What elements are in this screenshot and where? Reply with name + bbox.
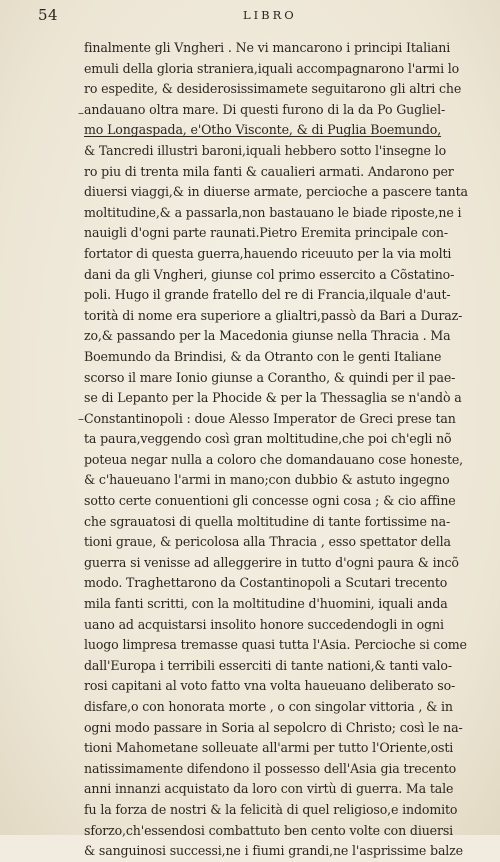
text-line: scorso il mare Ionio giunse a Corantho, & quindi per il pae- xyxy=(84,369,456,385)
text-line: disfare,o con honorata morte , o con singolar vittoria , & in xyxy=(84,699,453,714)
text-line: Constantinopoli : doue Alesso Imperator de Greci prese tan xyxy=(84,410,456,426)
text-line: fu la forza de nostri & la felicità di quel religioso,e indomito xyxy=(84,801,458,817)
text-line: rosi capitani al voto fatto vna volta haueuano deliberato so- xyxy=(84,678,456,694)
body-text xyxy=(84,38,476,862)
text-line: tioni graue, & pericolosa alla Thracia , esso spettator della xyxy=(84,534,451,550)
text-line: ro espedite, & desiderosissimamete seguitarono gli altri che xyxy=(84,81,462,97)
margin-dash-mark: – xyxy=(78,412,84,426)
text-line: & c'haueuano l'armi in mano;con dubbio & astuto ingegno xyxy=(84,472,450,488)
text-line: mila fanti scritti, con la moltitudine d'huomini, iquali anda xyxy=(84,596,448,612)
text-line: se di Lepanto per la Phocide & per la Thessaglia se n'andò a xyxy=(84,390,462,406)
text-line: mo Longaspada, e'Otho Visconte, & di Puglia Boemundo, xyxy=(84,122,442,138)
text-line: anni innanzi acquistato da loro con virtù di guerra. Ma tale xyxy=(84,781,454,797)
text-line: luogo limpresa tremasse quasi tutta l'Asia. Percioche si come xyxy=(84,637,467,653)
text-line: sforzo,ch'essendosi combattuto ben cento volte con diuersi xyxy=(84,822,454,838)
page-number: 54 xyxy=(38,6,59,24)
text-line: dall'Europa i terribili esserciti di tante nationi,& tanti valo- xyxy=(84,657,452,673)
text-line: che sgrauatosi di quella moltitudine di tante fortissime na- xyxy=(84,513,451,529)
text-line: emuli della gloria straniera,iquali accompagnarono l'armi lo xyxy=(84,60,460,76)
text-line: dani da gli Vngheri, giunse col primo essercito a Cõstatino- xyxy=(84,266,455,282)
text-line: finalmente gli Vngheri . Ne vi mancarono i principi Italiani xyxy=(84,40,451,55)
text-line: andauano oltra mare. Di questi furono di la da Po Gugliel- xyxy=(84,101,446,117)
text-line: fortator di questa guerra,hauendo riceuuto per la via molti xyxy=(84,245,452,261)
text-line: guerra si venisse ad alleggerire in tutto d'ogni paura & incõ xyxy=(84,554,459,570)
text-line: torità di nome era superiore a glialtri,passò da Bari a Duraz- xyxy=(84,307,463,323)
page-header xyxy=(38,6,470,24)
text-line: natissimamente difendono il possesso dell'Asia gia trecento xyxy=(84,760,457,776)
text-line: zo,& passando per la Macedonia giunse nella Thracia . Ma xyxy=(84,328,451,344)
text-line: diuersi viaggi,& in diuerse armate, percioche a pascere tanta xyxy=(84,184,468,200)
text-line: poteua negar nulla a coloro che domandauano cose honeste, xyxy=(84,451,464,467)
text-line: poli. Hugo il grande fratello del re di Francia,ilquale d'aut- xyxy=(84,287,451,303)
text-line: sotto certe conuentioni gli concesse ogni cosa ; & cio affine xyxy=(84,493,456,509)
text-line: moltitudine,& a passarla,non bastauano le biade riposte,ne i xyxy=(84,204,462,220)
text-line: tioni Mahometane solleuate all'armi per tutto l'Oriente,osti xyxy=(84,740,454,756)
text-line: ogni modo passare in Soria al sepolcro di Christo; così le na- xyxy=(84,719,463,735)
text-line: modo. Traghettarono da Costantinopoli a Scutari trecento xyxy=(84,575,448,591)
running-head: LIBRO xyxy=(243,8,297,22)
text-line: ta paura,veggendo così gran moltitudine,che poi ch'egli nõ xyxy=(84,431,452,447)
margin-dash-mark: – xyxy=(78,106,84,120)
text-line: uano ad acquistarsi insolito honore succedendogli in ogni xyxy=(84,616,444,632)
text-line: ro piu di trenta mila fanti & caualieri armati. Andarono per xyxy=(84,163,454,179)
text-line: nauigli d'ogni parte raunati.Pietro Eremita principale con- xyxy=(84,225,448,241)
text-line: Boemundo da Brindisi, & da Otranto con le genti Italiane xyxy=(84,348,442,364)
text-line: & Tancredi illustri baroni,iquali hebbero sotto l'insegne lo xyxy=(84,142,447,158)
text-line: & sanguinosi successi,ne i fiumi grandi,ne l'asprissime balze xyxy=(84,843,463,859)
